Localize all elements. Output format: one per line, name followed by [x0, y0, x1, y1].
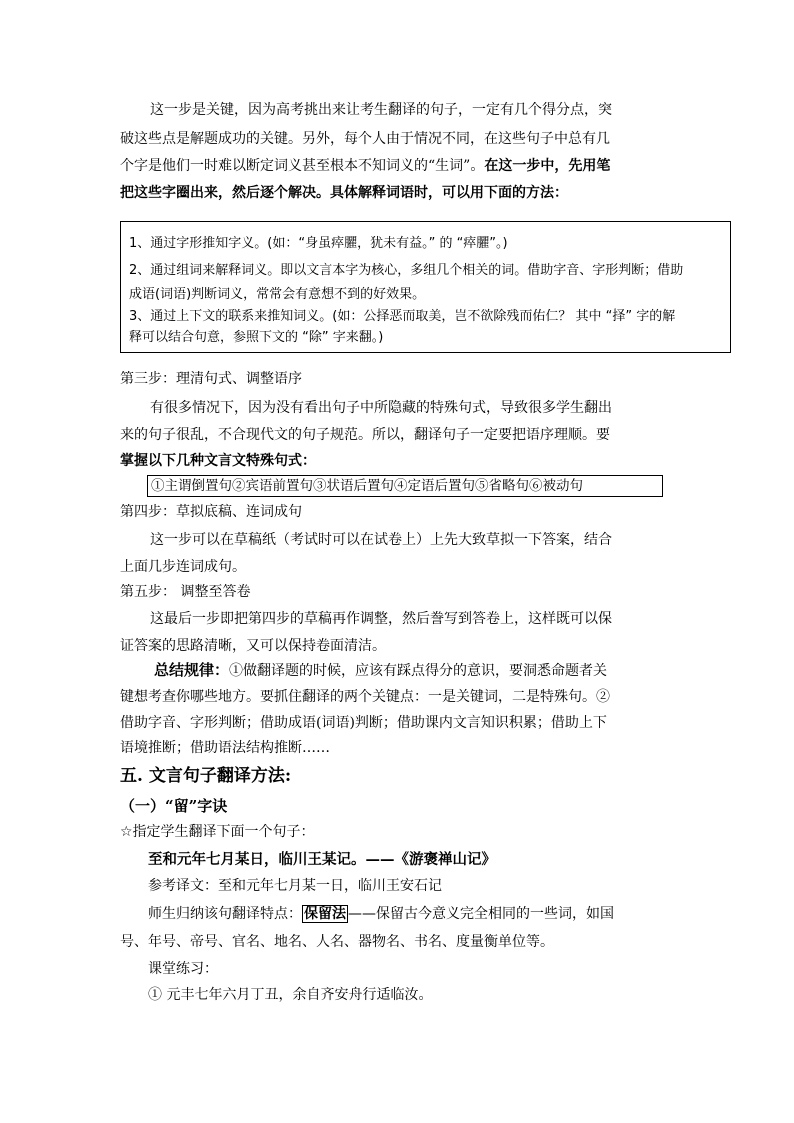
- section5-title: 五. 文言句子翻译方法:: [120, 766, 292, 786]
- practice-item-1: ① 元丰七年六月丁丑，余自齐安舟行适临汝。: [148, 987, 433, 1003]
- step3-line-1: 有很多情况下，因为没有看出句子中所隐藏的特殊句式，导致很多学生翻出: [150, 400, 612, 416]
- reference-translation: 参考译文：至和元年七月某一日，临川王安石记: [148, 878, 442, 894]
- feature-suffix: ——保留古今意义完全相同的一些词，如国: [348, 906, 614, 922]
- step4-line-2: 上面几步连词成句。: [120, 559, 246, 575]
- method-1: 1、通过字形推知字义。(如：“身虽瘁臞，犹未有益。” 的 “瘁臞”。): [129, 236, 508, 251]
- method-2b: 成语(词语)判断词义，常常会有意想不到的好效果。: [129, 287, 426, 302]
- method-3a: 3、通过上下文的联系来推知词义。(如：公择恶而取美，岂不欲除残而佑仁？ 其中 “择” 字的解: [129, 309, 676, 324]
- step5-line-1: 这最后一步即把第四步的草稿再作调整，然后誊写到答卷上，这样既可以保: [150, 611, 612, 627]
- step5-title: 第五步： 调整至答卷: [120, 584, 251, 600]
- step5-line-2: 证答案的思路清晰，又可以保持卷面清洁。: [120, 638, 386, 654]
- methods-box: [120, 221, 731, 353]
- step3-line-2: 来的句子很乱，不合现代文的句子规范。所以，翻译句子一定要把语序理顺。要: [120, 427, 610, 443]
- summary-line-3: 借助字音、字形判断；借助成语(词语)判断；借助课内文言知识积累；借助上下: [120, 715, 607, 731]
- step4-title: 第四步：草拟底稿、连词成句: [120, 504, 302, 520]
- intro-line-3: [120, 156, 610, 176]
- step4-line-1: 这一步可以在草稿纸（考试时可以在试卷上）上先大致草拟一下答案，结合: [150, 532, 612, 548]
- summary-text-1: ①做翻译题的时候，应该有踩点得分的意识，要洞悉命题者关: [229, 663, 608, 679]
- task-prompt: ☆指定学生翻译下面一个句子：: [120, 824, 315, 840]
- keyword-retain-method: 保留法: [304, 906, 346, 922]
- feature-prefix: 师生归纳该句翻译特点：: [148, 906, 302, 922]
- summary-label: 总结规律：: [154, 661, 230, 679]
- sentence-forms: ①主谓倒置句②宾语前置句③状语后置句④定语后置句⑤省略句⑥被动句: [151, 478, 583, 494]
- step3-title: 第三步：理清句式、调整语序: [120, 371, 302, 387]
- intro-line-3b: 在这一步中，先用笔: [484, 158, 611, 174]
- intro-line-4: 把这些字圈出来，然后逐个解决。具体解释词语时，可以用下面的方法：: [120, 185, 568, 201]
- intro-line-2: 破这些点是解题成功的关键。另外，每个人由于情况不同，在这些句子中总有几: [120, 131, 610, 147]
- summary-line-2: 键想考查你哪些地方。要抓住翻译的两个关键点：一是关键词，二是特殊句。②: [120, 689, 610, 705]
- intro-line-3a: 个字是他们一时难以断定词义甚至根本不知词义的“生词”。: [120, 158, 485, 174]
- example-sentence: 至和元年七月某日，临川王某记。——《游褒禅山记》: [148, 851, 496, 868]
- practice-label: 课堂练习：: [148, 961, 218, 977]
- method-2a: 2、通过组词来解释词义。即以文言本字为核心，多组几个相关的词。借助字音、字形判断；借助: [129, 263, 684, 278]
- sentence-forms-box: [147, 475, 663, 497]
- method-3b: 释可以结合句意，参照下文的 “除” 字来翻。): [129, 330, 384, 345]
- summary-line-1: [154, 660, 607, 681]
- translation-feature-line-2: 号、年号、帝号、官名、地名、人名、器物名、书名、度量衡单位等。: [120, 934, 554, 950]
- step3-line-3: 掌握以下几种文言文特殊句式：: [120, 453, 316, 469]
- translation-feature-line-1: [148, 904, 614, 924]
- intro-line-1: 这一步是关键，因为高考挑出来让考生翻译的句子，一定有几个得分点，突: [150, 102, 612, 118]
- summary-line-4: 语境推断；借助语法结构推断……: [120, 740, 330, 756]
- section5-sub1: （一）“留”字诀: [120, 797, 228, 815]
